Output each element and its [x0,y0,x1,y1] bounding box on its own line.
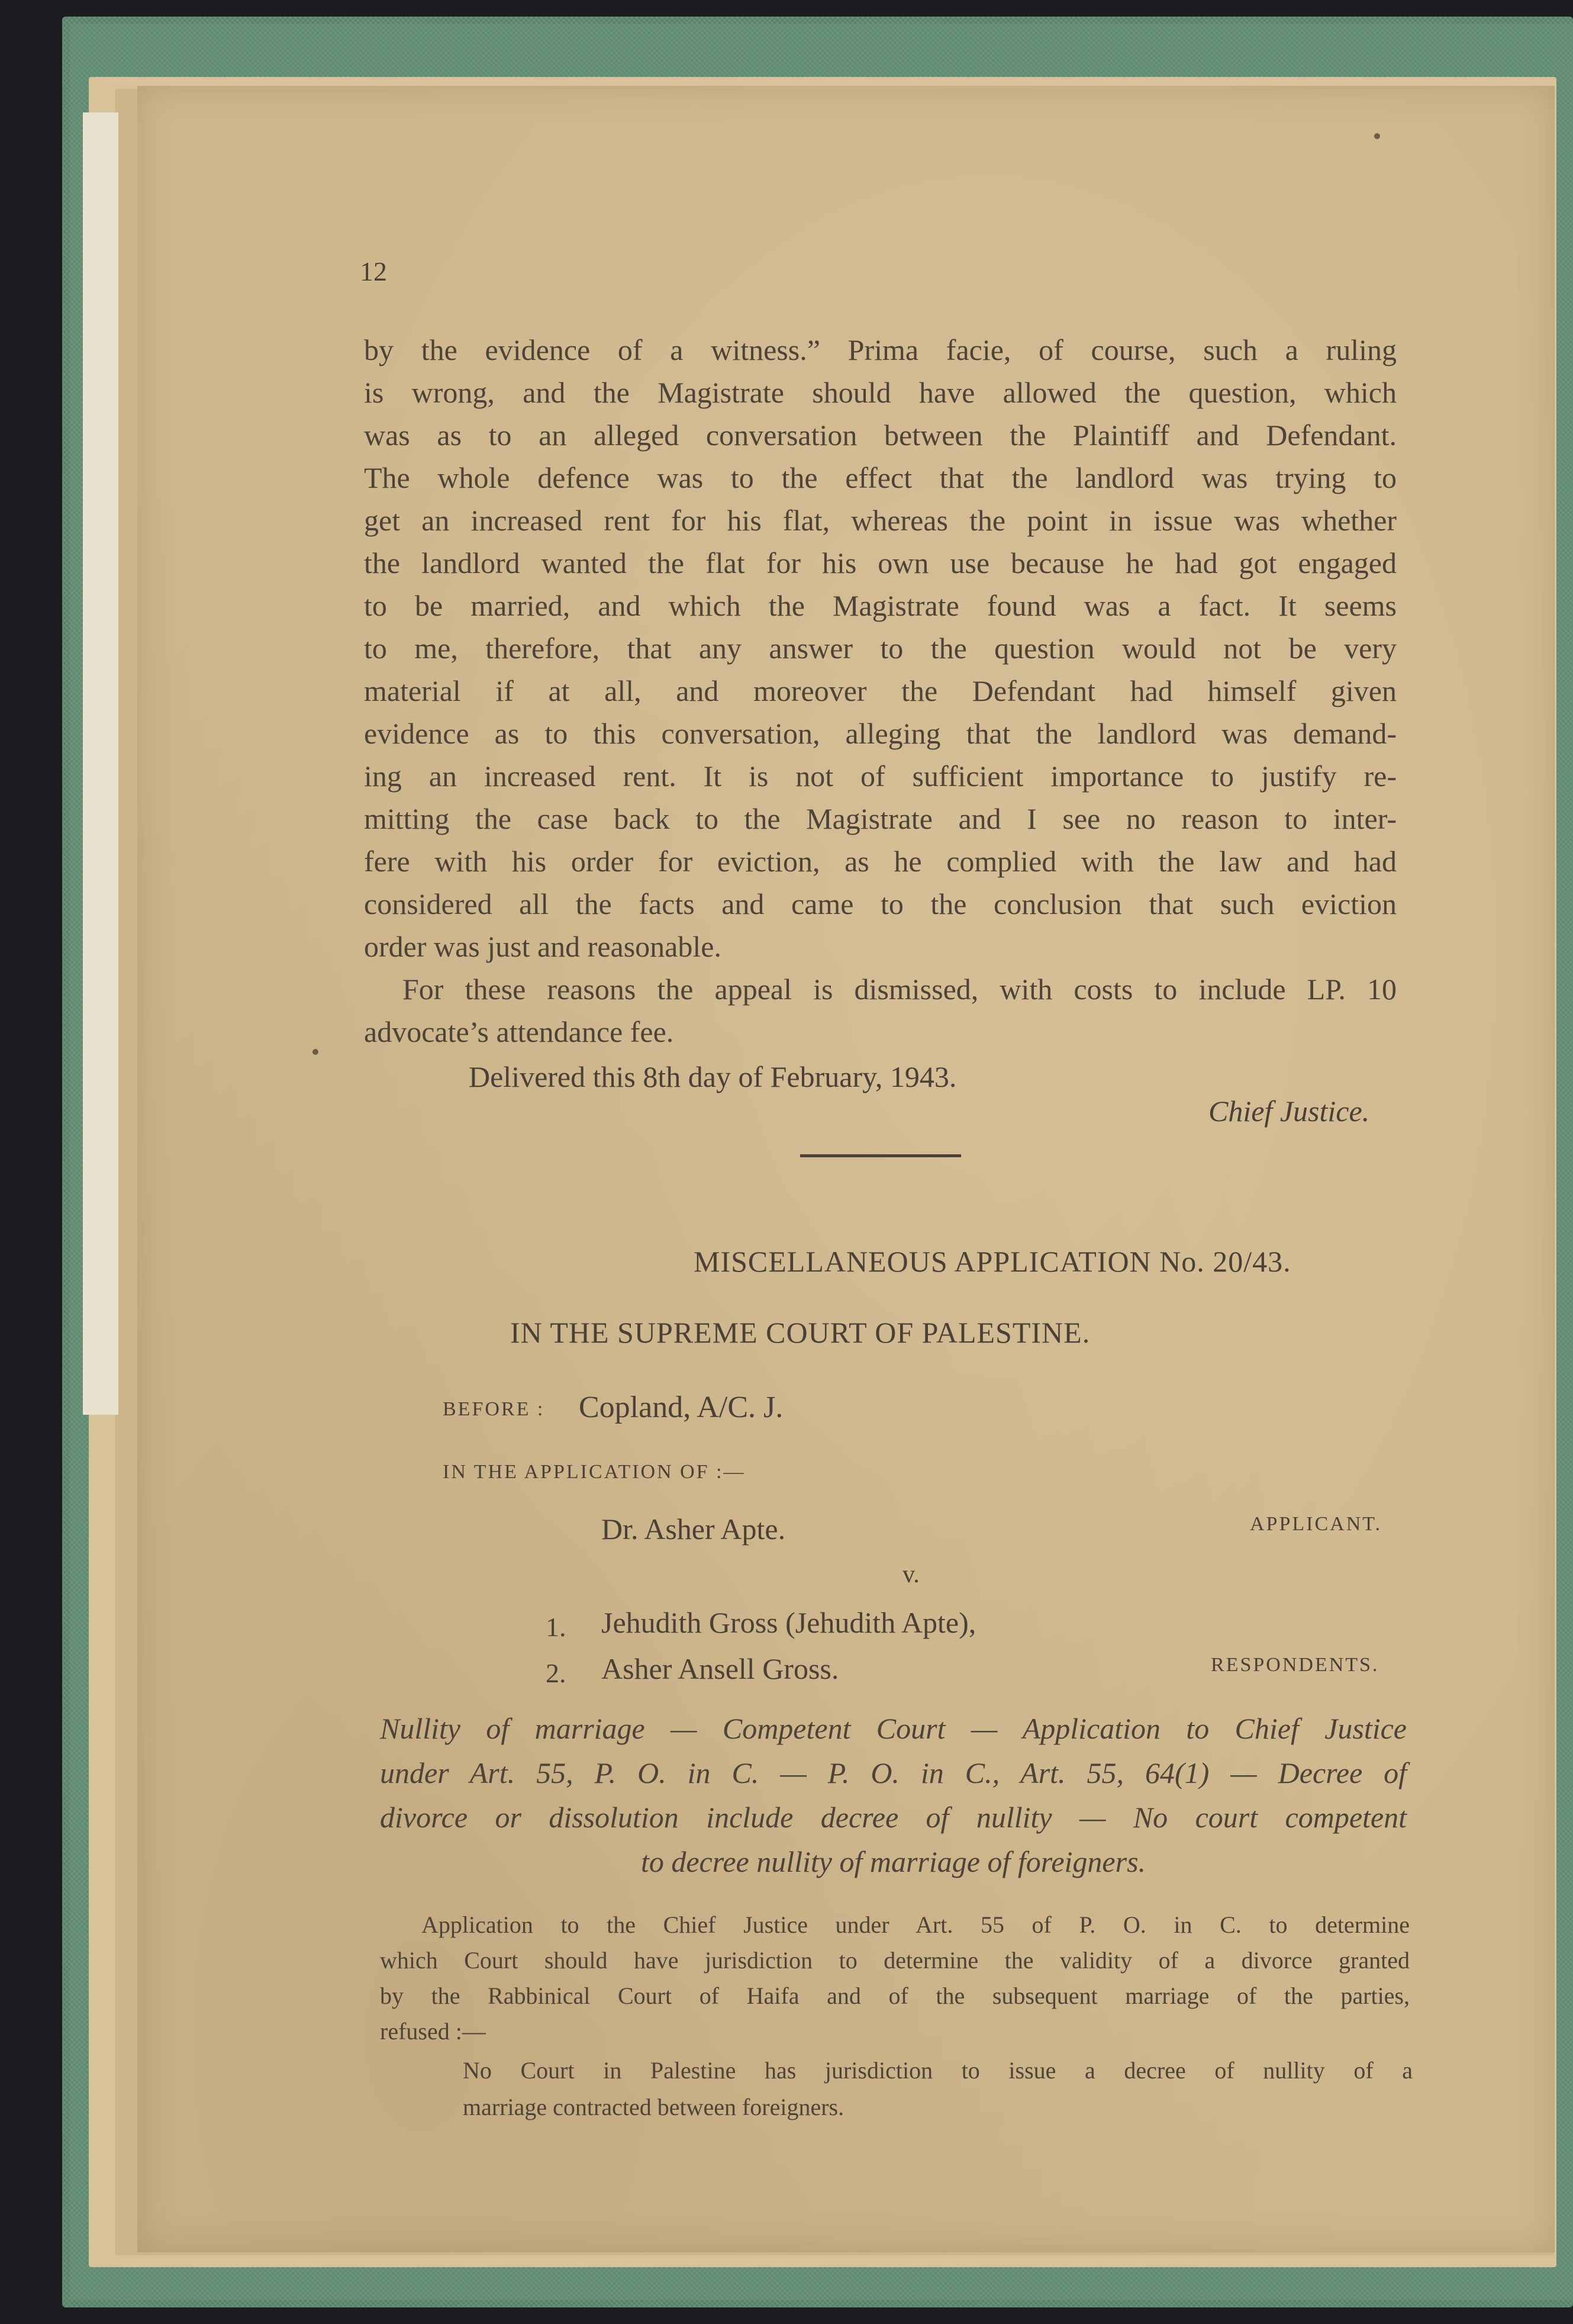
section-divider [800,1154,961,1157]
body-line: to be married, and which the Magistrate found was a fact. It seems [364,589,1397,622]
holding-line: No Court in Palestine has jurisdiction to issue a decree of nullity of a [463,2057,1413,2084]
body-line: to me, therefore, that any answer to the question would not be very [364,632,1397,665]
respondent-number: 2. [546,1658,566,1688]
before-label: BEFORE : [443,1398,545,1420]
body-line: by the evidence of a witness.” Prima facie, of course, such a ruling [364,333,1397,366]
signature: Chief Justice. [1208,1095,1370,1128]
respondent-name: Asher Ansell Gross. [601,1652,839,1685]
summary-line: refused :— [380,2018,486,2045]
body-line: get an increased rent for his flat, whereas the point in issue was whether [364,504,1397,537]
body-line: evidence as to this conversation, alleging that the landlord was demand- [364,717,1397,750]
body-line: is wrong, and the Magistrate should have allowed the question, which [364,376,1397,409]
body-line: material if at all, and moreover the Defendant had himself given [364,674,1397,707]
body-line: considered all the facts and came to the conclusion that such eviction [364,887,1397,920]
body-line: order was just and reasonable. [364,930,721,963]
summary-line: by the Rabbinical Court of Haifa and of the subsequent marriage of the parties, [380,1982,1410,2009]
summary-line: which Court should have jurisdiction to determine the validity of a divorce granted [380,1947,1410,1974]
versus: v. [902,1561,920,1588]
paper-speck [1374,133,1380,139]
application-title: MISCELLANEOUS APPLICATION No. 20/43. [694,1245,1291,1278]
headnote-line: Nullity of marriage — Competent Court — Application to Chief Justice [380,1712,1407,1745]
headnote-line: under Art. 55, P. O. in C. — P. O. in C., Art. 55, 64(1) — Decree of [380,1756,1407,1789]
in-application-label: IN THE APPLICATION OF :— [443,1461,746,1483]
body-line: For these reasons the appeal is dismissed, with costs to include LP. 10 [402,973,1397,1006]
holding-line: marriage contracted between foreigners. [463,2094,844,2120]
body-line: advocate’s attendance fee. [364,1015,674,1048]
body-line: The whole defence was to the effect that the landlord was trying to [364,461,1397,494]
body-line: the landlord wanted the flat for his own use because he had got engaged [364,546,1397,580]
respondents-label: RESPONDENTS. [1211,1654,1379,1676]
summary-line: Application to the Chief Justice under Art. 55 of P. O. in C. to determine [421,1911,1410,1938]
applicant-name: Dr. Asher Apte. [601,1512,786,1546]
court-title: IN THE SUPREME COURT OF PALESTINE. [510,1316,1091,1349]
before-value: Copland, A/C. J. [579,1390,784,1424]
applicant-label: APPLICANT. [1250,1513,1382,1535]
delivered-line: Delivered this 8th day of February, 1943. [469,1060,957,1093]
headnote-line: divorce or dissolution include decree of nullity — No court competent [380,1801,1407,1834]
respondent-name: Jehudith Gross (Jehudith Apte), [601,1606,976,1639]
respondent-number: 1. [546,1612,566,1642]
page-number: 12 [360,256,387,287]
body-line: mitting the case back to the Magistrate and I see no reason to inter- [364,802,1397,835]
binding-strip [83,112,118,1415]
headnote-line: to decree nullity of marriage of foreigners. [640,1845,1146,1878]
body-line: was as to an alleged conversation between the Plaintiff and Defendant. [364,419,1397,452]
paper-speck [312,1049,318,1055]
body-line: fere with his order for eviction, as he complied with the law and had [364,845,1397,878]
body-line: ing an increased rent. It is not of sufficient importance to justify re- [364,759,1397,793]
